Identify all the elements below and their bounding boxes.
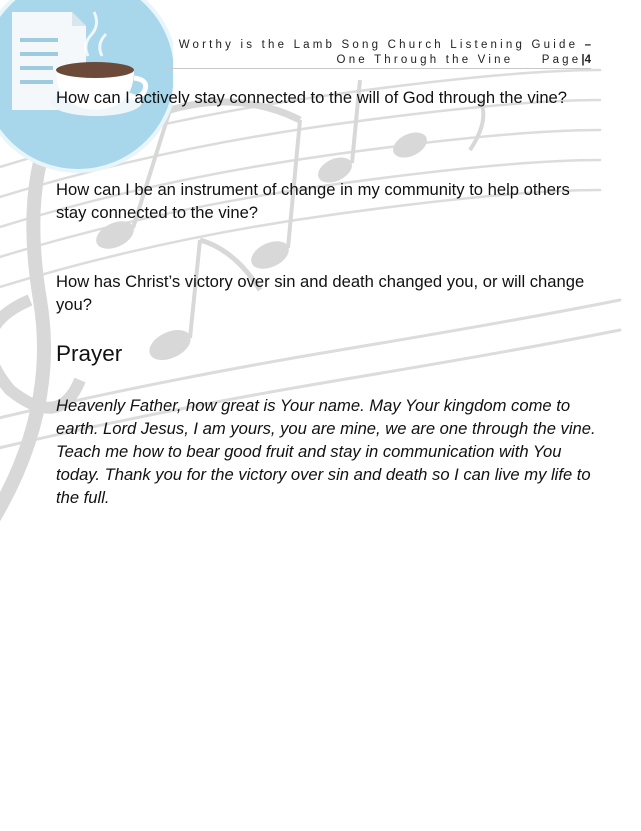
- header-title-line1: Worthy is the Lamb Song Church Listening Guide: [178, 39, 579, 51]
- page-header: [179, 38, 591, 68]
- prayer-text: Heavenly Father, how great is Your name. May Your kingdom come to earth. Lord Jesus, I am yours, you are mine, we are one through the vine. Teach me how to bear good fruit and stay in communication with You today. Thank you for the victory over sin and death so I can live my life to the full.: [56, 396, 596, 507]
- prayer-heading: Prayer: [56, 341, 123, 366]
- prayer-section: [56, 341, 601, 367]
- page-label: Page: [541, 54, 582, 66]
- question-3: [56, 270, 601, 316]
- question-1: [56, 86, 601, 109]
- question-text: How can I be an instrument of change in my community to help others stay connected to the vine?: [56, 180, 570, 222]
- prayer-body: [56, 394, 601, 509]
- question-text: How can I actively stay connected to the will of God through the vine?: [56, 88, 568, 107]
- header-title-line2: One Through the Vine: [336, 54, 514, 66]
- page-number: 4: [584, 54, 591, 66]
- question-2: [56, 178, 601, 224]
- page-separator: |: [581, 54, 585, 66]
- question-text: How has Christ’s victory over sin and death changed you, or will change you?: [56, 272, 585, 314]
- header-separator: –: [584, 39, 591, 51]
- header-rule: [168, 68, 591, 69]
